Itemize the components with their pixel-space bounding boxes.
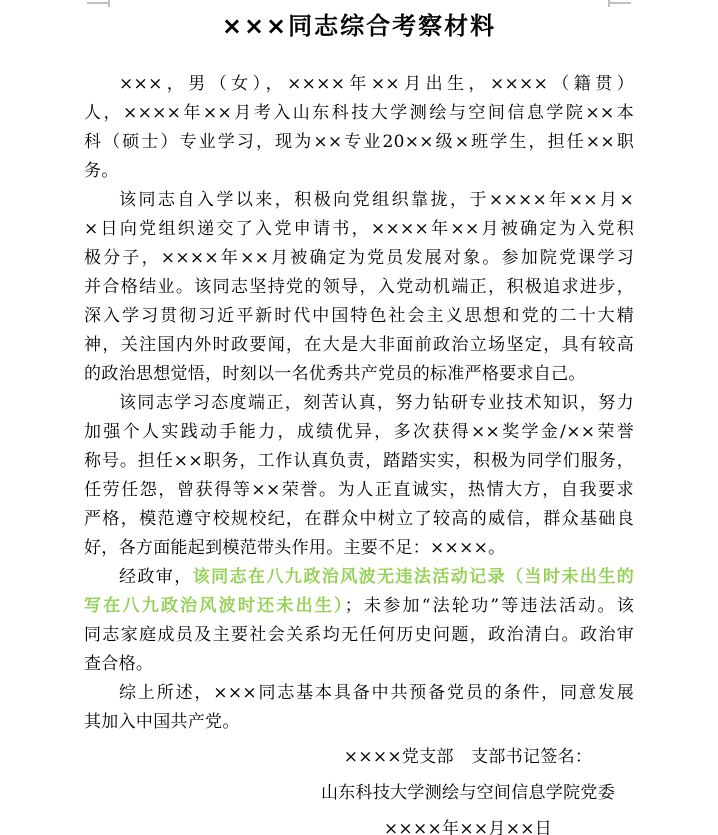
text-run: ×××，男（女），××××年××月出生，××××（籍贯） (119, 74, 634, 94)
text-run: 经政审， (119, 567, 193, 587)
body-line (84, 592, 634, 621)
text-run: 并合格结业。该同志坚持党的领导，入党动机端正，积极追求进步， (84, 277, 634, 297)
body-line (84, 650, 634, 679)
text-run: 极分子，××××年××月被确定为党员发展对象。参加院党课学习 (84, 248, 634, 268)
text-run: 其加入中国共产党。 (84, 712, 240, 732)
text-run: 任劳任怨，曾获得等××荣誉。为人正直诚实，热情大方，自我要求 (84, 480, 634, 500)
text-run: 称号。担任××职务，工作认真负责，踏踏实实，积极为同学们服务， (84, 451, 634, 471)
body-line (84, 360, 634, 389)
highlighted-text-run: 写在八九政治风波时还未出生） (84, 596, 345, 616)
crop-mark-top-right-h (608, 2, 631, 4)
crop-mark-top-right-v (608, 0, 610, 7)
body-line (84, 418, 634, 447)
text-run: 的政治思想觉悟，时刻以一名优秀共产党员的标准严格要求自己。 (84, 364, 586, 384)
text-run: ；未参加“法轮功”等违法活动。该 (344, 596, 635, 616)
signature-line: ××××年××月××日 (383, 819, 553, 835)
body-line (84, 186, 634, 215)
body-line (84, 708, 634, 737)
text-run: 神，关注国内外时政要闻，在大是大非面前政治立场坚定，具有较高 (84, 335, 634, 355)
text-run: 好，各方面能起到模范带头作用。主要不足：××××。 (84, 538, 506, 558)
signature-line: 山东科技大学测绘与空间信息学院党委 (320, 783, 616, 803)
signature-line: ××××党支部 支部书记签名： (343, 747, 593, 767)
body-line (84, 331, 634, 360)
text-run: 务。 (84, 161, 119, 181)
crop-mark-top-left-v (108, 0, 110, 7)
text-run: 该同志自入学以来，积极向党组织靠拢，于××××年××月× (119, 190, 634, 210)
signature-block (298, 739, 638, 835)
highlighted-text-run: 该同志在八九政治风波无违法活动记录（当时未出生的 (192, 567, 634, 587)
text-run: ×日向党组织递交了入党申请书，××××年××月被确定为入党积 (84, 219, 634, 239)
text-run: 该同志学习态度端正，刻苦认真，努力钻研专业技术知识，努力 (119, 393, 634, 413)
text-run: 科（硕士）专业学习，现为××专业20××级×班学生，担任××职 (84, 132, 634, 152)
body-line (84, 621, 634, 650)
body-line (84, 70, 634, 99)
crop-mark-top-left-h (87, 2, 110, 4)
body-line (84, 215, 634, 244)
body-line (84, 505, 634, 534)
document-body (84, 70, 634, 737)
text-run: 综上所述，×××同志基本具备中共预备党员的条件，同意发展 (119, 683, 634, 703)
text-run: 查合格。 (84, 654, 154, 674)
body-line (84, 99, 634, 128)
text-run: 严格，模范遵守校规校纪，在群众中树立了较高的威信，群众基础良 (84, 509, 634, 529)
body-line (84, 273, 634, 302)
body-line (84, 447, 634, 476)
body-line (84, 476, 634, 505)
body-line (84, 389, 634, 418)
text-run: 人，××××年××月考入山东科技大学测绘与空间信息学院××本 (84, 103, 634, 123)
body-line (84, 302, 634, 331)
body-line (84, 563, 634, 592)
text-run: 加强个人实践动手能力，成绩优异，多次获得××奖学金/××荣誉 (84, 422, 634, 442)
body-line (84, 128, 634, 157)
body-line (84, 679, 634, 708)
body-line (84, 244, 634, 273)
text-run: 同志家庭成员及主要社会关系均无任何历史问题，政治清白。政治审 (84, 625, 634, 645)
body-line (84, 534, 634, 563)
text-run: 深入学习贯彻习近平新时代中国特色社会主义思想和党的二十大精 (84, 306, 634, 326)
body-line (84, 157, 634, 186)
document-title: ×××同志综合考察材料 (221, 12, 497, 40)
